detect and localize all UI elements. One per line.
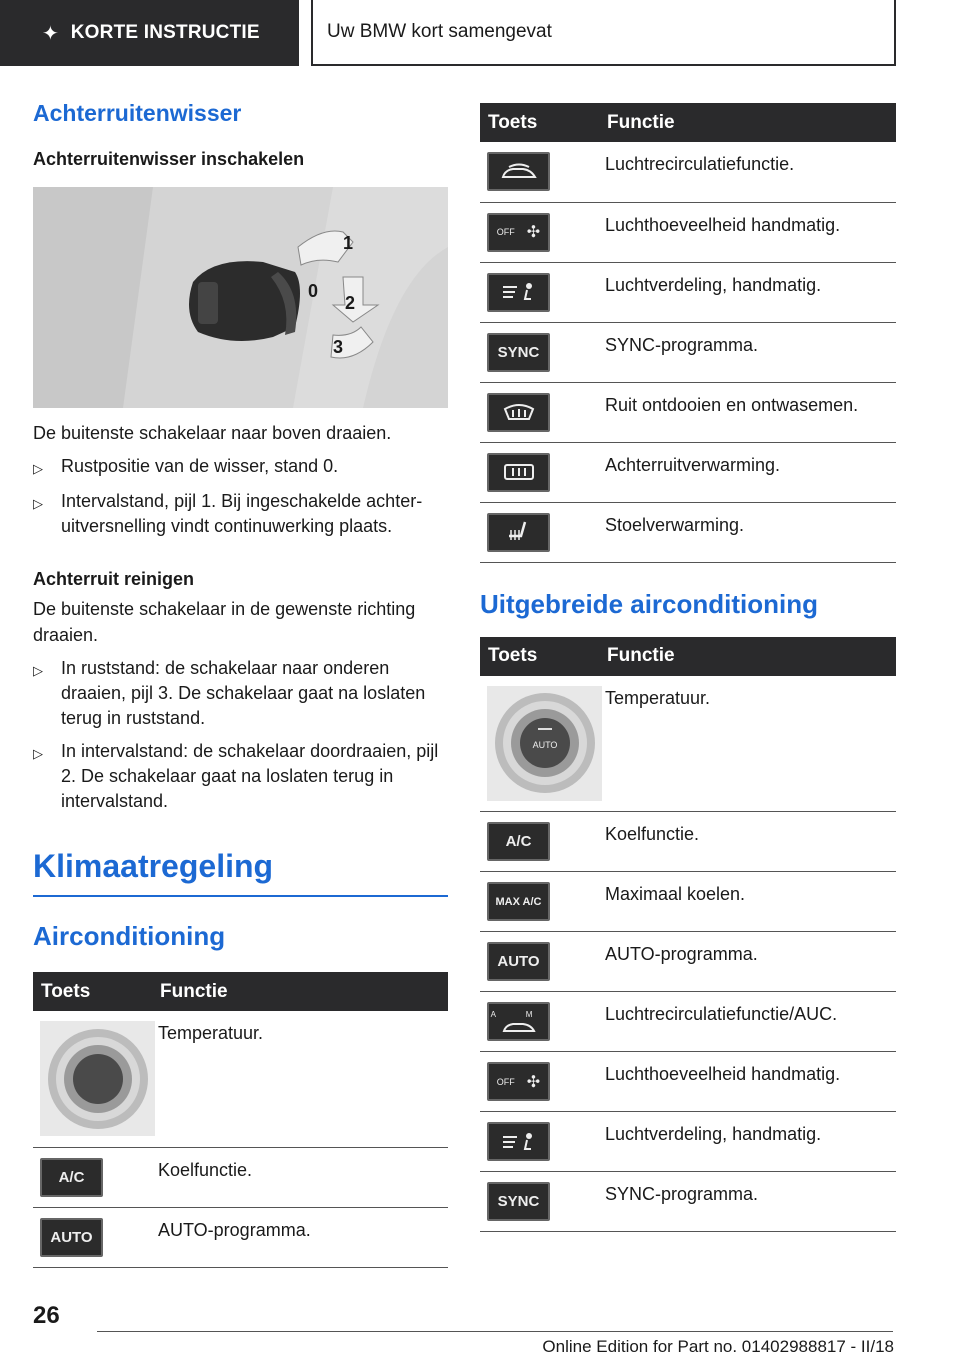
table-row — [480, 992, 896, 1052]
right-column — [480, 103, 896, 1232]
auto-button-icon: AUTO — [487, 942, 550, 981]
table-row — [480, 1112, 896, 1172]
footer-divider — [97, 1331, 893, 1332]
figure-label-0: 0 — [308, 281, 319, 301]
table-row — [480, 322, 896, 382]
table-row — [480, 812, 896, 872]
function-text: Achterruitverwarming. — [605, 442, 896, 502]
triangle-bullet-icon: ▷ — [33, 496, 43, 511]
sync-button-icon: SYNC — [487, 333, 550, 372]
table-row — [480, 932, 896, 992]
list-item — [33, 656, 448, 731]
air-distribution-icon — [487, 1122, 550, 1161]
heading-climate-control: Klimaatregeling — [33, 848, 274, 884]
function-text: AUTO-programma. — [158, 1207, 448, 1267]
table-row — [480, 1052, 896, 1112]
edition-text: Online Edition for Part no. 01402988817 - II/18 — [542, 1337, 894, 1356]
table-row — [33, 1207, 448, 1267]
function-text: Stoelverwarming. — [605, 502, 896, 562]
heading-airconditioning: Airconditioning — [33, 921, 226, 951]
windshield-defrost-icon — [487, 393, 550, 432]
triangle-bullet-icon: ▷ — [33, 663, 43, 678]
page-number: 26 — [33, 1302, 60, 1329]
subheading-clean-rear: Achterruit reinigen — [33, 569, 195, 589]
extended-airconditioning-table — [480, 637, 896, 1233]
fan-off-text: OFF — [496, 227, 515, 237]
list-item-text: In intervalstand: de schakelaar doordraaien, pijl 2. De schakelaar gaat na loslaten terug in intervalstand. — [61, 741, 439, 811]
function-text: Koelfunctie. — [158, 1147, 448, 1207]
triangle-bullet-icon: ▷ — [33, 461, 43, 476]
function-text: Temperatuur. — [158, 1011, 448, 1147]
list-item — [33, 489, 448, 539]
figure-label-1: 1 — [343, 233, 354, 253]
figure-label-2: 2 — [345, 293, 356, 313]
chapter-tab[interactable] — [311, 0, 896, 66]
function-text: Luchthoeveelheid handmatig. — [605, 1052, 896, 1112]
function-text: SYNC-programma. — [605, 1172, 896, 1232]
auto-button-icon: AUTO — [40, 1218, 103, 1257]
seat-heating-icon — [487, 513, 550, 552]
left-column — [33, 100, 448, 1268]
function-text: Maximaal koelen. — [605, 872, 896, 932]
rear-window-heating-icon — [487, 453, 550, 492]
heading-extended-airconditioning: Uitgebreide airconditioning — [480, 588, 819, 619]
temperature-knob-auto-icon — [487, 686, 602, 801]
air-distribution-icon — [487, 273, 550, 312]
function-text: Luchtverdeling, handmatig. — [605, 262, 896, 322]
ac-button-icon: A/C — [40, 1158, 103, 1197]
function-text: Koelfunctie. — [605, 812, 896, 872]
temperature-knob-icon — [40, 1021, 155, 1136]
table-row — [480, 1172, 896, 1232]
list-item — [33, 739, 448, 814]
table-row — [480, 502, 896, 562]
heading-divider — [33, 895, 448, 897]
column-header-function: Functie — [605, 637, 896, 676]
table-row — [480, 262, 896, 322]
table-row — [480, 142, 896, 202]
recirculation-auc-icon — [487, 1002, 550, 1041]
section-label: KORTE INSTRUCTIE — [70, 22, 260, 43]
function-text: Temperatuur. — [605, 676, 896, 812]
max-ac-button-icon: MAX A/C — [487, 882, 550, 921]
paragraph-rotate-direction: De buitenste schakelaar in de gewenste richting draaien. — [33, 599, 416, 645]
subheading-wiper-on: Achterruitenwisser inschakelen — [33, 149, 305, 169]
recirculation-icon — [487, 152, 550, 191]
function-text: Luchthoeveelheid handmatig. — [605, 202, 896, 262]
table-row — [480, 442, 896, 502]
column-header-key: Toets — [33, 972, 158, 1011]
table-row — [33, 1011, 448, 1147]
sync-button-icon: SYNC — [487, 1182, 550, 1221]
function-text: Luchtrecirculatiefunctie. — [605, 142, 896, 202]
table-row — [480, 202, 896, 262]
recirculation-auc-text: A M — [490, 1010, 547, 1019]
table-row — [33, 1147, 448, 1207]
triangle-bullet-icon: ▷ — [33, 746, 43, 761]
column-header-function: Functie — [158, 972, 448, 1011]
fan-off-text: OFF — [496, 1076, 515, 1087]
sparkle-icon: ✦ — [42, 22, 59, 45]
function-text: AUTO-programma. — [605, 932, 896, 992]
function-text: Luchtverdeling, handmatig. — [605, 1112, 896, 1172]
ac-button-icon: A/C — [487, 822, 550, 861]
airconditioning-table-continued — [480, 103, 896, 563]
table-row — [480, 382, 896, 442]
column-header-function: Functie — [605, 103, 896, 142]
function-text: Ruit ontdooien en ontwasemen. — [605, 382, 896, 442]
table-row — [480, 872, 896, 932]
fan-off-icon: OFF ✣ — [487, 213, 550, 252]
list-item-text: In ruststand: de schakelaar naar onderen draaien, pijl 3. De schakelaar gaat na loslaten terug in ruststand. — [61, 658, 426, 728]
airconditioning-table — [33, 972, 448, 1268]
chapter-label: Uw BMW kort samengevat — [327, 21, 552, 42]
section-tab[interactable] — [0, 0, 299, 66]
table-row — [480, 676, 896, 812]
column-header-key: Toets — [480, 103, 605, 142]
knob-auto-text: AUTO — [532, 740, 557, 750]
function-text: SYNC-programma. — [605, 322, 896, 382]
figure-label-3: 3 — [333, 337, 344, 357]
column-header-key: Toets — [480, 637, 605, 676]
paragraph-rotate-up: De buitenste schakelaar naar boven draaien. — [33, 423, 392, 443]
wiper-switch-figure — [33, 187, 448, 408]
list-item-text: Intervalstand, pijl 1. Bij ingeschakelde achteruitversnelling vindt continuwerking plaats. — [61, 491, 423, 536]
fan-off-icon: OFF ✣ — [487, 1062, 550, 1101]
section-title-rear-wiper: Achterruitenwisser — [33, 100, 242, 126]
function-text: Luchtrecirculatiefunctie/AUC. — [605, 992, 896, 1052]
list-item — [33, 454, 448, 481]
list-item-text: Rustpositie van de wisser, stand 0. — [61, 456, 339, 476]
wiper-switch-illustration — [33, 187, 448, 408]
